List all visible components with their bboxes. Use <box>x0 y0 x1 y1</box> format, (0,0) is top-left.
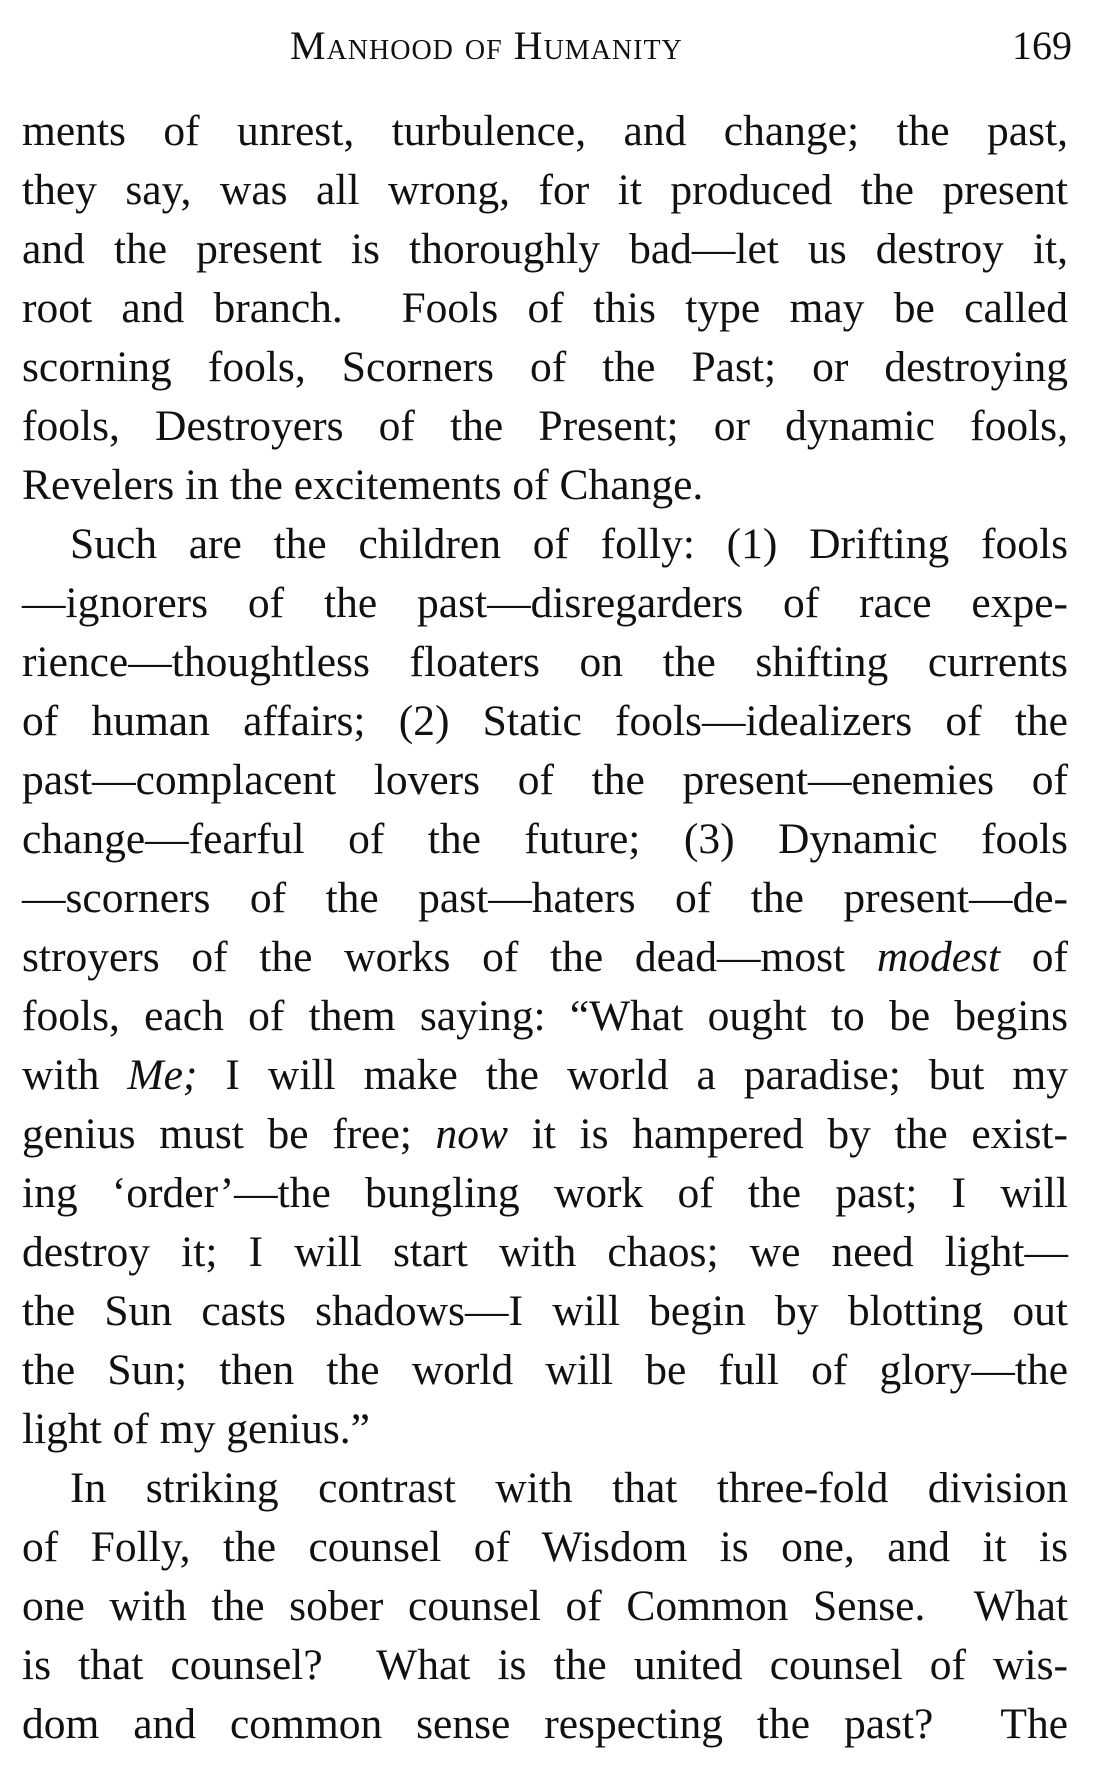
text-line: one with the sober counsel of Common Sense. What <box>22 1582 1068 1630</box>
paragraph-first-line: In striking contrast with that three-fold division <box>70 1464 1068 1512</box>
text-line: they say, was all wrong, for it produced the present <box>22 166 1068 214</box>
paragraph-first-line: Such are the children of folly: (1) Drifting fools <box>70 520 1068 568</box>
italic-emphasis: modest <box>876 933 1001 981</box>
text-line: past—complacent lovers of the present—enemies of <box>22 756 1068 804</box>
text-line: Revelers in the excitements of Change. <box>22 461 704 509</box>
text-line: scorning fools, Scorners of the Past; or destroying <box>22 343 1068 391</box>
page-number: 169 <box>1012 23 1072 68</box>
text-line: of Folly, the counsel of Wisdom is one, and it is <box>22 1523 1068 1571</box>
text-line: change—fearful of the future; (3) Dynamic fools <box>22 815 1068 863</box>
text-line: and the present is thoroughly bad—let us destroy it, <box>22 225 1068 273</box>
text-line: ing ‘order’—the bungling work of the past; I will <box>22 1169 1068 1217</box>
italic-emphasis: Me; <box>127 1051 198 1099</box>
text-line: the Sun casts shadows—I will begin by blotting out <box>22 1287 1068 1335</box>
text-line: —ignorers of the past—disregarders of race expe- <box>22 579 1068 627</box>
text-line: stroyers of the works of the dead—most modest of <box>22 933 1068 981</box>
text-line: fools, Destroyers of the Present; or dynamic fools, <box>22 402 1068 450</box>
text-line: of human affairs; (2) Static fools—idealizers of the <box>22 697 1068 745</box>
text-line: rience—thoughtless floaters on the shifting currents <box>22 638 1068 686</box>
running-title: Manhood of Humanity <box>290 23 683 68</box>
text-line: the Sun; then the world will be full of glory—the <box>22 1346 1068 1394</box>
body-text <box>22 102 1068 1754</box>
running-head <box>0 16 1094 76</box>
text-line: dom and common sense respecting the past? The <box>22 1700 1068 1748</box>
text-line: genius must be free; now it is hampered by the exist- <box>22 1110 1068 1158</box>
text-line: with Me; I will make the world a paradise; but my <box>22 1051 1068 1099</box>
text-line: —scorners of the past—haters of the present—de- <box>22 874 1068 922</box>
text-line: ments of unrest, turbulence, and change; the past, <box>22 107 1068 155</box>
text-line: is that counsel? What is the united counsel of wis- <box>22 1641 1068 1689</box>
text-line: fools, each of them saying: “What ought to be begins <box>22 992 1068 1040</box>
italic-emphasis: now <box>435 1110 509 1158</box>
text-line: root and branch. Fools of this type may be called <box>22 284 1068 332</box>
text-line: destroy it; I will start with chaos; we need light— <box>22 1228 1068 1276</box>
text-line: light of my genius.” <box>22 1405 370 1453</box>
